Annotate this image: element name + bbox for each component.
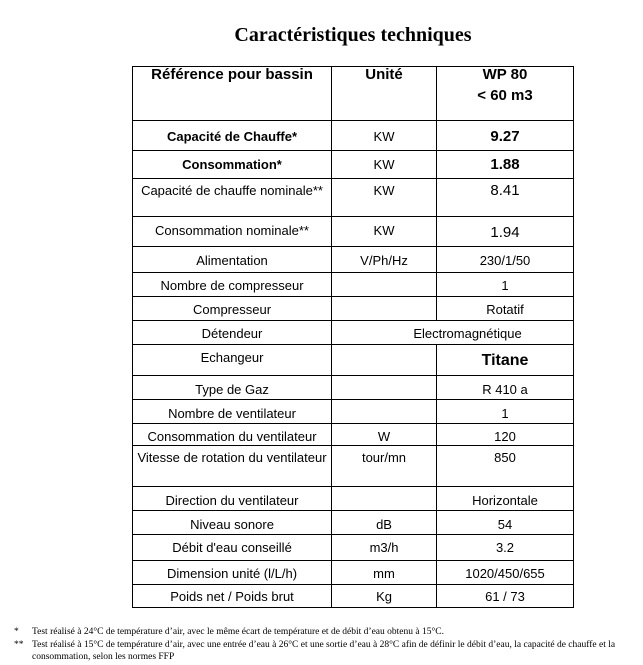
table-row — [133, 585, 574, 608]
table-row — [133, 535, 574, 561]
row-value: 61 / 73 — [437, 585, 574, 608]
header-unit: Unité — [332, 67, 437, 121]
footnote-text: Test réalisé à 24°C de température d’air, avec le même écart de température et de débit d’eau obtenu à 15°C. — [32, 627, 444, 637]
row-value: R 410 a — [437, 376, 574, 400]
footnote-mark: * — [14, 627, 19, 637]
row-value: 230/1/50 — [437, 247, 574, 273]
row-value: Titane — [437, 345, 574, 376]
row-label: Nombre de ventilateur — [133, 400, 332, 424]
row-value: 54 — [437, 511, 574, 535]
table-row — [133, 561, 574, 585]
row-label: Alimentation — [133, 247, 332, 273]
table-row — [133, 321, 574, 345]
row-unit: KW — [332, 217, 437, 247]
row-unit: tour/mn — [332, 446, 437, 487]
row-value: 850 — [437, 446, 574, 487]
row-label: Dimension unité (l/L/h) — [133, 561, 332, 585]
row-value: 1 — [437, 400, 574, 424]
table-row — [133, 217, 574, 247]
table-row — [133, 511, 574, 535]
table-row — [133, 247, 574, 273]
footnote-mark: ** — [14, 640, 24, 650]
header-model-volume: < 60 m3 — [477, 87, 533, 104]
row-value: 1 — [437, 273, 574, 297]
table-row — [133, 179, 574, 217]
row-value: Horizontale — [437, 487, 574, 511]
table-row — [133, 487, 574, 511]
table-row — [133, 297, 574, 321]
row-value: 8.41 — [437, 179, 574, 217]
footnote-text: Test réalisé à 15°C de température d’air, avec une entrée d’eau à 26°C et une sortie d’eau à 28°C afin de définir le débit d’eau, la capacité de chauffe et la consommation, selon les normes FFP — [32, 640, 616, 662]
row-unit: m3/h — [332, 535, 437, 561]
row-label: Niveau sonore — [133, 511, 332, 535]
row-value: Rotatif — [437, 297, 574, 321]
row-label: Consommation nominale** — [133, 217, 332, 247]
row-merged-value: Electromagnétique — [332, 321, 574, 345]
table-row — [133, 273, 574, 297]
row-label: Echangeur — [133, 345, 332, 376]
row-unit — [332, 376, 437, 400]
row-label: Capacité de Chauffe* — [133, 121, 332, 151]
row-unit: Kg — [332, 585, 437, 608]
row-value: 9.27 — [437, 121, 574, 151]
row-label: Débit d'eau conseillé — [133, 535, 332, 561]
row-label: Compresseur — [133, 297, 332, 321]
header-reference: Référence pour bassin — [133, 67, 332, 121]
row-unit — [332, 400, 437, 424]
table-row — [133, 424, 574, 446]
page-title: Caractéristiques techniques — [234, 24, 472, 46]
footnote-1 — [14, 626, 444, 638]
table-row — [133, 400, 574, 424]
table-row — [133, 151, 574, 179]
row-value: 1.94 — [437, 217, 574, 247]
row-unit: KW — [332, 151, 437, 179]
row-label: Poids net / Poids brut — [133, 585, 332, 608]
header-model-name: WP 80 — [482, 66, 528, 83]
row-unit — [332, 273, 437, 297]
row-value: 1.88 — [437, 151, 574, 179]
row-value: 3.2 — [437, 535, 574, 561]
header-model — [437, 67, 574, 121]
row-label: Détendeur — [133, 321, 332, 345]
row-label: Direction du ventilateur — [133, 487, 332, 511]
row-label: Capacité de chauffe nominale** — [133, 179, 332, 217]
row-unit: KW — [332, 179, 437, 217]
table-row — [133, 376, 574, 400]
spec-table — [132, 66, 574, 608]
row-unit: dB — [332, 511, 437, 535]
row-unit: W — [332, 424, 437, 446]
row-unit: V/Ph/Hz — [332, 247, 437, 273]
row-label: Type de Gaz — [133, 376, 332, 400]
row-value: 120 — [437, 424, 574, 446]
row-value: 1020/450/655 — [437, 561, 574, 585]
row-unit: mm — [332, 561, 437, 585]
row-label: Consommation* — [133, 151, 332, 179]
row-unit: KW — [332, 121, 437, 151]
row-unit — [332, 345, 437, 376]
row-unit — [332, 487, 437, 511]
row-unit — [332, 297, 437, 321]
table-row — [133, 446, 574, 487]
table-row — [133, 121, 574, 151]
table-header-row — [133, 67, 574, 121]
row-label: Nombre de compresseur — [133, 273, 332, 297]
row-label: Vitesse de rotation du ventilateur — [133, 446, 332, 487]
footnote-2 — [14, 639, 643, 663]
table-row — [133, 345, 574, 376]
row-label: Consommation du ventilateur — [133, 424, 332, 446]
